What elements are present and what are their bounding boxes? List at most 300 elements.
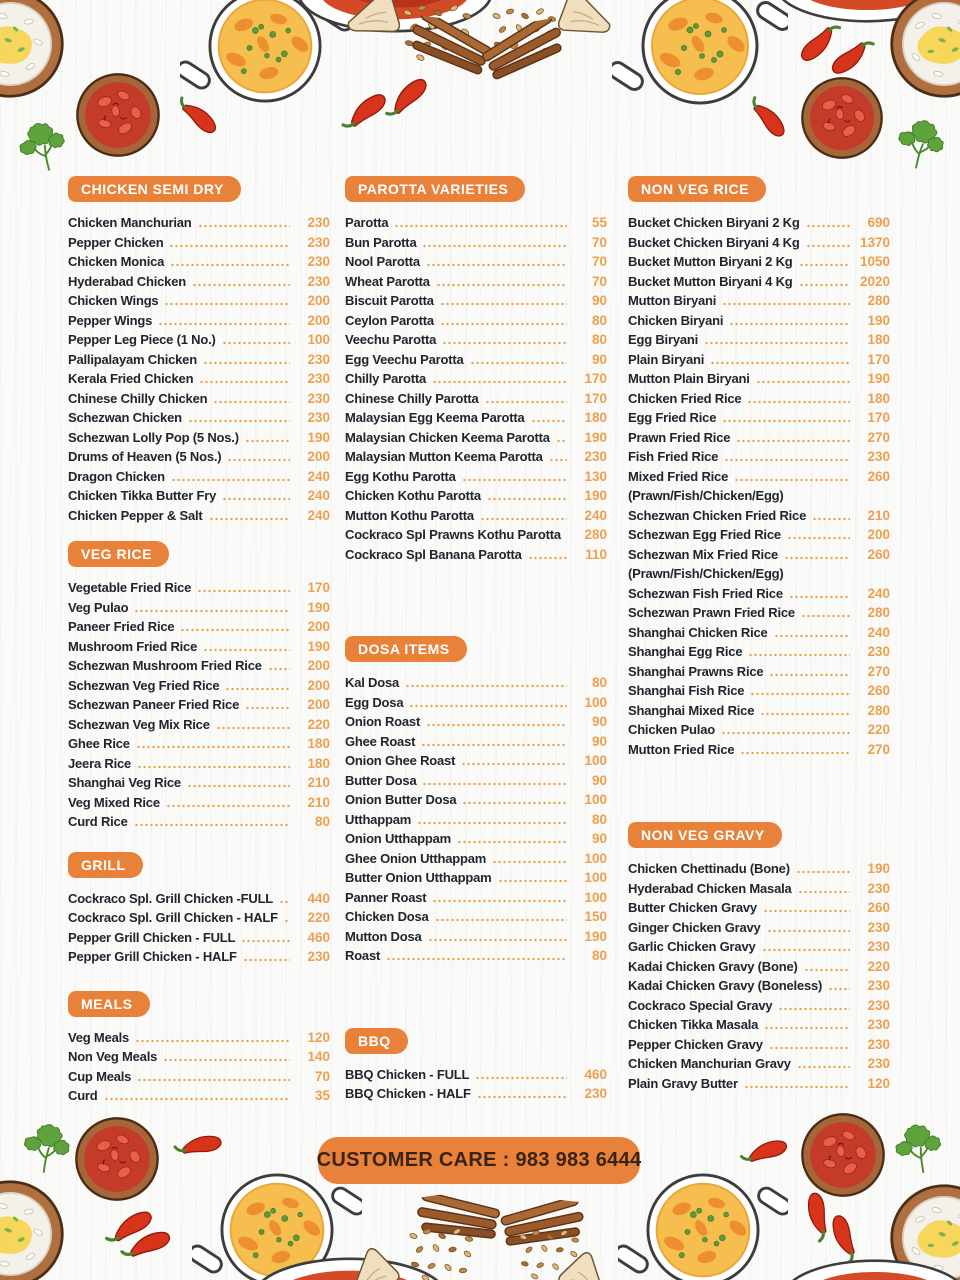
menu-item-row	[628, 564, 890, 584]
item-price: 190	[307, 599, 330, 615]
menu-item-row	[68, 715, 330, 735]
section-grill	[68, 852, 330, 967]
item-name: (Prawn/Fish/Chicken/Egg)	[628, 566, 784, 581]
section-header-pill	[628, 176, 766, 202]
menu-item-row	[68, 213, 330, 233]
item-name: Chilly Parotta	[345, 371, 426, 386]
menu-item-row	[345, 946, 607, 966]
item-name: Schezwan Mushroom Fried Rice	[68, 658, 262, 673]
dot-leader	[428, 938, 567, 942]
item-price: 200	[307, 677, 330, 693]
item-price: 230	[867, 997, 890, 1013]
menu-item-row	[345, 732, 607, 752]
dot-leader	[498, 879, 567, 883]
item-price: 90	[591, 714, 607, 729]
dot-leader	[104, 1097, 290, 1101]
menu-item-row	[628, 957, 890, 977]
item-price: 220	[307, 716, 330, 732]
dot-leader	[187, 784, 290, 788]
item-name: Hyderabad Chicken Masala	[628, 880, 792, 896]
dot-leader	[268, 667, 290, 671]
section-title: MEALS	[81, 995, 133, 1012]
scattered-nuts-illustration	[512, 1226, 588, 1280]
section-title: VEG RICE	[81, 546, 152, 562]
item-name: Vegetable Fried Rice	[68, 580, 192, 595]
item-name: Schezwan Paneer Fried Rice	[68, 697, 240, 712]
menu-item-row	[68, 291, 330, 311]
menu-item-row	[345, 673, 607, 693]
item-name: Bucket Mutton Biryani 2 Kg	[628, 254, 793, 269]
red-chilli-icon	[739, 94, 799, 146]
menu-item-row	[345, 311, 607, 331]
dot-leader	[213, 400, 290, 404]
item-price: 220	[867, 722, 890, 737]
dot-leader	[721, 731, 850, 735]
dot-leader	[171, 478, 290, 482]
red-chilli-icon	[383, 64, 436, 129]
menu-item-row	[628, 545, 890, 565]
item-price: 190	[307, 638, 330, 654]
item-name: Veechu Parotta	[345, 332, 437, 347]
menu-item-row	[628, 486, 890, 506]
item-name: Chicken Dosa	[345, 909, 429, 924]
red-chilli-icon	[339, 78, 395, 142]
section-title: NON VEG GRAVY	[641, 827, 765, 843]
menu-item-row	[628, 720, 890, 740]
dot-leader	[432, 899, 567, 903]
dot-leader	[158, 322, 290, 326]
item-price: 230	[584, 449, 607, 464]
red-chilli-icon	[102, 1195, 161, 1258]
dot-leader	[170, 263, 290, 267]
item-name: Curd	[68, 1088, 98, 1103]
dot-leader	[163, 1058, 290, 1062]
item-price: 180	[307, 755, 330, 771]
dot-leader	[225, 687, 290, 691]
curry-plate-illustration	[250, 1256, 450, 1280]
cinnamon-sticks-illustration	[491, 1193, 589, 1262]
item-price: 100	[584, 792, 607, 807]
menu-item-row	[345, 888, 607, 908]
dot-leader	[136, 745, 290, 749]
menu-item-row	[628, 976, 890, 996]
section-title: GRILL	[81, 856, 126, 873]
item-price: 55	[591, 215, 607, 230]
dot-leader	[435, 918, 567, 922]
item-price: 170	[307, 580, 330, 595]
menu-item-row	[68, 330, 330, 350]
item-name: Non Veg Meals	[68, 1049, 158, 1064]
dot-leader	[209, 517, 290, 521]
dot-leader	[426, 723, 567, 727]
menu-item-row	[68, 578, 330, 598]
dot-leader	[475, 1076, 567, 1080]
dot-leader	[197, 589, 290, 593]
menu-item-row	[345, 927, 607, 947]
menu-item-row	[68, 617, 330, 637]
red-chilli-icon	[169, 94, 229, 141]
red-chilli-icon	[792, 1183, 843, 1246]
curd-rice-bowl-illustration	[0, 0, 66, 100]
item-price: 230	[867, 978, 890, 993]
item-name: Chicken Manchurian	[68, 215, 192, 230]
item-price: 230	[307, 371, 330, 386]
menu-item-row	[345, 506, 607, 526]
menu-item-row	[628, 623, 890, 643]
section-header-pill	[68, 541, 169, 567]
item-name: Curd Rice	[68, 814, 128, 829]
menu-item-row	[345, 1084, 607, 1104]
parotta-bread-illustration	[547, 0, 618, 44]
section-veg-rice	[68, 541, 330, 832]
item-name: Plain Gravy Butter	[628, 1075, 738, 1091]
item-name: Fish Fried Rice	[628, 449, 719, 464]
item-price: 280	[867, 702, 890, 718]
dot-leader	[556, 439, 567, 443]
item-name: Malaysian Chicken Keema Parotta	[345, 429, 550, 445]
curry-plate-illustration	[772, 0, 960, 24]
item-price: 240	[307, 488, 330, 503]
item-name: Schezwan Fish Fried Rice	[628, 585, 783, 601]
menu-item-row	[628, 879, 890, 899]
section-items	[68, 889, 330, 967]
item-name: Butter Dosa	[345, 772, 417, 788]
item-name: Chinese Chilly Parotta	[345, 390, 479, 406]
item-price: 2020	[859, 273, 890, 289]
item-price: 90	[591, 772, 607, 788]
menu-item-row	[68, 754, 330, 774]
item-price: 190	[867, 861, 890, 876]
dot-leader	[784, 556, 850, 560]
menu-item-row	[345, 428, 607, 448]
dot-leader	[722, 302, 850, 306]
item-price: 440	[307, 890, 330, 906]
section-header-pill	[345, 176, 525, 202]
item-name: BBQ Chicken - FULL	[345, 1066, 470, 1082]
menu-item-row	[68, 695, 330, 715]
item-price: 230	[867, 1017, 890, 1032]
item-price: 230	[584, 1086, 607, 1101]
menu-item-row	[68, 408, 330, 428]
dot-leader	[243, 958, 290, 962]
item-price: 190	[584, 488, 607, 503]
red-chilli-icon	[171, 1121, 231, 1170]
menu-item-row	[628, 233, 890, 253]
dot-leader	[763, 909, 850, 913]
dot-leader	[760, 712, 850, 716]
item-price: 230	[307, 949, 330, 964]
section-header-pill	[345, 1028, 408, 1054]
dot-leader	[750, 692, 850, 696]
item-price: 190	[584, 429, 607, 445]
dot-leader	[710, 361, 850, 365]
item-price: 100	[307, 332, 330, 347]
dot-leader	[422, 244, 567, 248]
item-name: Jeera Rice	[68, 755, 132, 771]
item-name: Chicken Pulao	[628, 722, 715, 737]
item-price: 200	[307, 293, 330, 308]
section-header-pill	[68, 176, 241, 202]
item-price: 1370	[859, 234, 890, 250]
dot-leader	[778, 1007, 850, 1011]
menu-item-row	[628, 369, 890, 389]
item-price: 230	[307, 254, 330, 269]
item-price: 230	[867, 880, 890, 896]
item-name: Ceylon Parotta	[345, 312, 434, 328]
menu-item-row	[628, 1015, 890, 1035]
dot-leader	[767, 929, 850, 933]
item-price: 270	[867, 429, 890, 445]
item-name: Shanghai Egg Rice	[628, 644, 743, 659]
item-price: 90	[591, 831, 607, 846]
dot-leader	[799, 283, 850, 287]
tomato-chutney-bowl-illustration	[800, 1112, 886, 1198]
dot-leader	[769, 1046, 850, 1050]
menu-item-row	[345, 790, 607, 810]
menu-item-row	[628, 642, 890, 662]
item-name: Nool Parotta	[345, 254, 420, 269]
menu-item-row	[68, 311, 330, 331]
dot-leader	[485, 400, 567, 404]
item-price: 170	[867, 410, 890, 425]
item-price: 210	[307, 775, 330, 790]
item-name: Chicken Kothu Parotta	[345, 488, 481, 503]
dot-leader	[417, 821, 567, 825]
biryani-pan-illustration	[612, 0, 788, 112]
menu-item-row	[345, 712, 607, 732]
dot-leader	[492, 860, 567, 864]
item-name: Shanghai Veg Rice	[68, 775, 181, 790]
menu-item-row	[628, 330, 890, 350]
menu-item-row	[345, 213, 607, 233]
section-header-pill	[628, 822, 782, 848]
item-name: Butter Chicken Gravy	[628, 900, 757, 915]
item-name: Egg Kothu Parotta	[345, 468, 456, 484]
item-price: 460	[584, 1066, 607, 1082]
item-price: 240	[867, 585, 890, 601]
menu-item-row	[628, 898, 890, 918]
section-parotta-varieties	[345, 176, 607, 564]
menu-item-row	[345, 849, 607, 869]
menu-item-row	[345, 233, 607, 253]
item-price: 260	[867, 683, 890, 698]
menu-item-row	[628, 408, 890, 428]
menu-item-row	[345, 486, 607, 506]
item-price: 460	[307, 929, 330, 945]
item-name: Panner Roast	[345, 889, 427, 905]
dot-leader	[461, 762, 567, 766]
item-price: 80	[314, 814, 330, 829]
dot-leader	[222, 341, 290, 345]
section-dosa-items	[345, 636, 607, 966]
item-name: Egg Dosa	[345, 694, 404, 710]
dot-leader	[169, 244, 290, 248]
item-name: Kal Dosa	[345, 675, 400, 690]
item-price: 170	[867, 351, 890, 367]
menu-item-row	[345, 868, 607, 888]
tomato-chutney-bowl-illustration	[75, 72, 161, 158]
item-price: 100	[584, 870, 607, 885]
item-name: Ginger Chicken Gravy	[628, 919, 761, 935]
item-name: Chicken Manchurian Gravy	[628, 1056, 791, 1071]
dot-leader	[470, 361, 568, 365]
item-price: 190	[867, 312, 890, 328]
item-price: 230	[307, 215, 330, 230]
item-price: 260	[867, 468, 890, 484]
biryani-pan-illustration	[618, 1168, 788, 1280]
item-price: 210	[867, 507, 890, 523]
menu-item-row	[68, 389, 330, 409]
menu-item-row	[68, 486, 330, 506]
customer-care-banner	[318, 1137, 640, 1184]
menu-item-row	[628, 701, 890, 721]
item-price: 100	[584, 753, 607, 768]
dot-leader	[180, 628, 290, 632]
item-price: 180	[307, 736, 330, 751]
red-chilli-icon	[816, 1205, 872, 1267]
menu-item-row	[345, 252, 607, 272]
menu-item-row	[628, 428, 890, 448]
menu-item-row	[345, 907, 607, 927]
menu-column-right	[628, 176, 890, 1106]
dot-leader	[487, 497, 567, 501]
item-name: Cup Meals	[68, 1068, 132, 1084]
item-name: Cockraco Spl. Grill Chicken - HALF	[68, 910, 278, 925]
dot-leader	[462, 478, 567, 482]
section-header-pill	[68, 991, 150, 1017]
item-name: (Prawn/Fish/Chicken/Egg)	[628, 488, 784, 503]
item-name: Mushroom Fried Rice	[68, 638, 198, 654]
menu-item-row	[68, 506, 330, 526]
menu-item-row	[628, 213, 890, 233]
menu-item-row	[345, 771, 607, 791]
dot-leader	[704, 341, 850, 345]
item-price: 210	[307, 794, 330, 810]
menu-item-row	[628, 252, 890, 272]
item-name: Veg Pulao	[68, 599, 129, 615]
item-name: Mixed Fried Rice	[628, 468, 729, 484]
item-price: 230	[307, 390, 330, 406]
item-name: Wheat Parotta	[345, 273, 430, 289]
dot-leader	[480, 517, 567, 521]
dot-leader	[279, 900, 290, 904]
dot-leader	[227, 458, 290, 462]
menu-item-row	[628, 447, 890, 467]
dot-leader	[135, 1039, 290, 1043]
section-items	[628, 859, 890, 1093]
parotta-bread-illustration	[340, 0, 413, 46]
menu-column-left	[68, 176, 330, 1106]
item-price: 270	[867, 663, 890, 679]
menu-item-row	[68, 793, 330, 813]
dot-leader	[421, 743, 567, 747]
item-price: 240	[584, 507, 607, 523]
dot-leader	[806, 224, 850, 228]
cinnamon-sticks-illustration	[471, 16, 572, 91]
dot-leader	[436, 283, 567, 287]
menu-item-row	[68, 734, 330, 754]
dot-leader	[528, 556, 567, 560]
item-name: Schezwan Lolly Pop (5 Nos.)	[68, 429, 239, 445]
menu-item-row	[345, 291, 607, 311]
biryani-pan-illustration	[180, 0, 350, 110]
item-name: Kadai Chicken Gravy (Boneless)	[628, 978, 823, 993]
item-name: Garlic Chicken Gravy	[628, 939, 756, 954]
coriander-sprig-icon	[891, 1119, 950, 1178]
menu-item-row	[68, 252, 330, 272]
item-price: 280	[584, 527, 607, 542]
item-name: Pepper Grill Chicken - FULL	[68, 929, 236, 945]
item-price: 240	[307, 507, 330, 523]
dot-leader	[198, 224, 290, 228]
menu-item-row	[68, 908, 330, 928]
item-name: Utthappam	[345, 811, 412, 827]
dot-leader	[137, 765, 290, 769]
item-name: Shanghai Chicken Rice	[628, 624, 768, 640]
dot-leader	[722, 419, 850, 423]
item-name: Egg Veechu Parotta	[345, 351, 464, 367]
dot-leader	[216, 726, 290, 730]
menu-item-row	[628, 996, 890, 1016]
item-price: 1050	[859, 254, 890, 269]
tomato-chutney-bowl-illustration	[74, 1116, 160, 1202]
dot-leader	[284, 919, 290, 923]
menu-item-row	[345, 369, 607, 389]
dot-leader	[769, 673, 850, 677]
menu-item-row	[628, 311, 890, 331]
dot-leader	[134, 609, 290, 613]
item-price: 200	[307, 697, 330, 712]
dot-leader	[828, 987, 850, 991]
item-name: Onion Ghee Roast	[345, 753, 456, 768]
dot-leader	[432, 380, 567, 384]
coriander-sprig-icon	[13, 115, 75, 177]
item-price: 70	[591, 254, 607, 269]
menu-item-row	[68, 656, 330, 676]
item-name: Egg Fried Rice	[628, 410, 717, 425]
dot-leader	[457, 840, 567, 844]
menu-item-row	[345, 350, 607, 370]
item-price: 180	[867, 332, 890, 347]
menu-item-row	[628, 918, 890, 938]
dot-leader	[422, 782, 567, 786]
item-price: 230	[307, 234, 330, 250]
section-title: NON VEG RICE	[641, 181, 749, 197]
item-name: Ghee Rice	[68, 736, 130, 751]
item-price: 220	[867, 958, 890, 974]
item-price: 230	[867, 1036, 890, 1052]
menu-item-row	[68, 676, 330, 696]
section-items	[628, 213, 890, 759]
dot-leader	[748, 653, 850, 657]
item-name: Biscuit Parotta	[345, 293, 434, 308]
menu-item-row	[628, 525, 890, 545]
menu-item-row	[68, 1047, 330, 1067]
item-name: Kadai Chicken Gravy (Bone)	[628, 958, 798, 974]
menu-item-row	[628, 350, 890, 370]
item-price: 100	[584, 694, 607, 710]
item-price: 260	[867, 900, 890, 915]
item-name: Bucket Mutton Biryani 4 Kg	[628, 273, 793, 289]
item-name: Cockraco Special Gravy	[628, 997, 773, 1013]
red-chilli-icon	[792, 13, 843, 76]
scattered-nuts-illustration	[398, 0, 478, 64]
menu-item-row	[68, 812, 330, 832]
item-name: Shanghai Fish Rice	[628, 683, 745, 698]
menu-item-row	[68, 272, 330, 292]
item-price: 100	[584, 889, 607, 905]
item-name: Shanghai Mixed Rice	[628, 702, 755, 718]
